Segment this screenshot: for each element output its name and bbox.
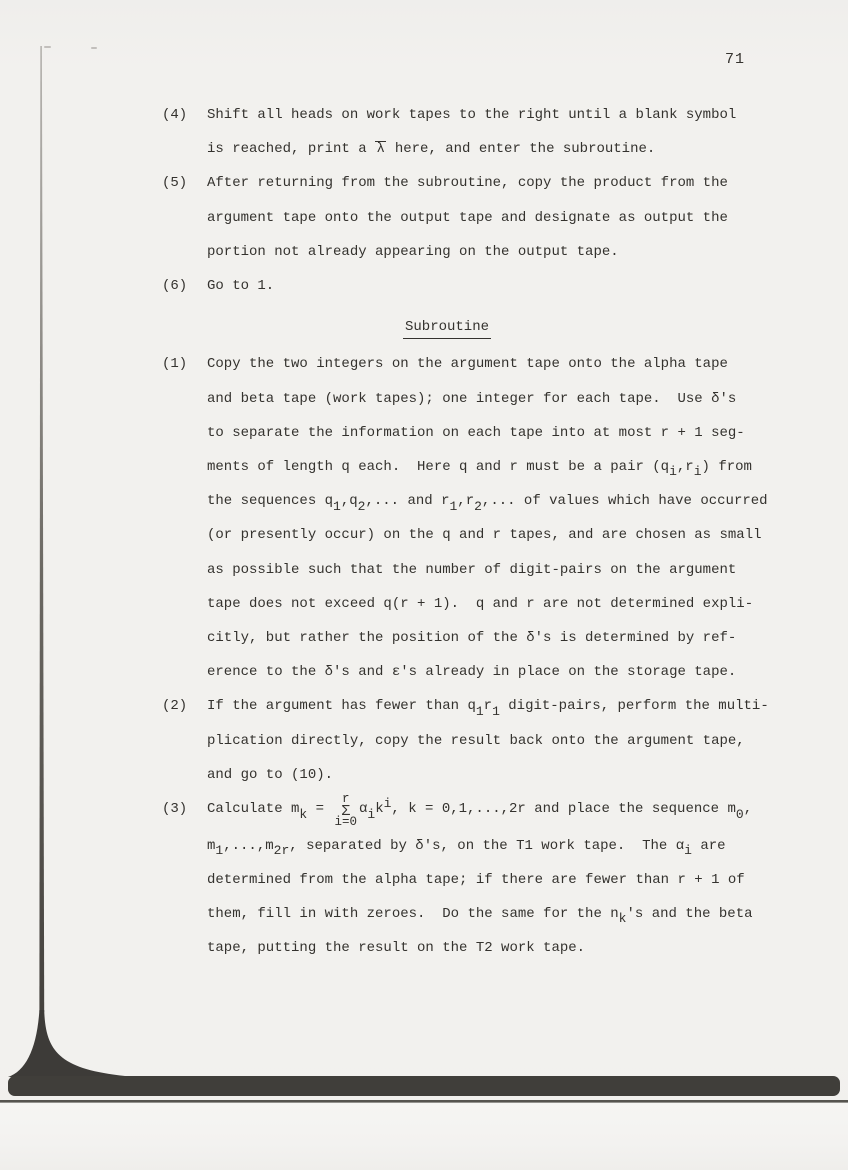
list-item [162,347,792,689]
section-heading [132,310,762,344]
subscript: i [684,843,692,859]
text-run: ,r [457,493,475,510]
text-line [207,201,792,235]
item-number: (3) [162,801,188,818]
list-item [162,689,792,792]
text-run: erence to the δ's and ε's already in place on the storage tape. [207,664,737,681]
scan-speck [91,47,97,49]
superscript: i [383,795,392,811]
scan-speck [44,46,51,48]
text-line [207,863,792,897]
subscript: 2r [273,843,290,859]
text-run: ,... and r [365,493,450,510]
sum-top-limit: r [341,792,350,807]
text-run: tape, putting the result on the T2 work tape. [207,940,586,957]
text-line [207,897,792,931]
subscript: 1 [475,703,484,719]
text-run: , separated by δ's, on the T1 work tape. The α [289,837,685,854]
text-line [207,689,792,723]
text-line [207,621,792,655]
text-run: ) from [701,459,752,476]
text-run: m [207,837,216,854]
text-run: Calculate m [207,801,300,818]
text-line [207,829,792,863]
subscript: i [693,464,702,480]
text-line [207,450,792,484]
text-run: them, fill in with zeroes. Do the same for the n [207,905,619,922]
gutter-funnel [8,1010,125,1077]
text-block [162,98,792,965]
list-item [162,792,792,965]
text-line [207,235,792,269]
text-run: here, and enter the subroutine. [386,141,656,158]
subscript: k [299,806,308,822]
text-line [207,382,792,416]
text-run: to separate the information on each tape into at most r + 1 seg- [207,424,745,441]
subscript: 1 [215,843,224,859]
text-line [207,347,792,381]
text-run: are [691,837,726,854]
subscript: 2 [357,498,366,514]
subscript: 1 [333,498,341,514]
text-run: determined from the alpha tape; if there are fewer than r + 1 of [207,871,745,888]
text-line [207,518,792,552]
numbered-list-subroutine [162,347,792,965]
text-run: and go to (10). [207,766,334,783]
text-run: k [375,801,384,818]
text-run: (or presently occur) on the q and r tapes, and are chosen as small [207,527,762,544]
text-run: Copy the two integers on the argument tape onto the alpha tape [207,356,728,373]
list-item [162,98,792,166]
text-run: portion not already appearing on the output tape. [207,243,619,260]
text-run: Go to 1. [207,278,275,295]
text-run: = [307,801,333,818]
bottom-edge-band [8,1076,840,1096]
subscript: i [367,806,376,822]
text-run: 's and the beta [626,905,753,922]
text-run: plication directly, copy the result back onto the argument tape, [207,732,745,749]
item-number: (5) [162,175,188,192]
subscript: i [669,464,677,480]
summation-notation [334,794,357,829]
text-run: ,r [676,459,694,476]
sigma-symbol: Σ [341,802,351,820]
text-run: the sequences q [207,493,334,510]
text-run: and beta tape (work tapes); one integer for each tape. Use δ's [207,390,737,407]
subscript: 1 [492,703,500,719]
text-run: ,q [340,493,358,510]
text-line [207,484,792,518]
gutter-shadow-line [39,46,44,1012]
overbar-symbol: λ [376,141,385,158]
text-run: digit-pairs, perform the multi- [499,698,769,715]
text-line [207,587,792,621]
text-line [207,132,792,166]
text-line [207,655,792,689]
text-line [207,931,792,965]
text-run: ,...,m [223,837,274,854]
text-run: ,... of values which have occurred [481,493,768,510]
item-number: (2) [162,698,188,715]
subscript: 0 [735,806,744,822]
text-line [207,758,792,792]
item-number: (1) [162,356,188,373]
text-run: is reached, print a [207,141,376,158]
text-run: tape does not exceed q(r + 1). q and r are not determined expli- [207,595,754,612]
list-item [162,166,792,269]
text-line [207,166,792,200]
text-line [207,98,792,132]
text-run: , [743,801,753,818]
sum-bot-limit: i=0 [334,815,357,830]
text-line [207,553,792,587]
text-run: r [483,698,493,715]
list-item [162,269,792,303]
numbered-list-main [162,98,792,303]
text-run: After returning from the subroutine, copy the product from the [207,175,728,192]
text-line [207,792,792,829]
section-heading-label: Subroutine [403,319,491,339]
text-line [207,416,792,450]
text-run: α [358,801,368,818]
subscript: k [618,911,627,927]
item-number: (4) [162,107,188,123]
item-number: (6) [162,278,188,295]
text-run: argument tape onto the output tape and designate as output the [207,209,728,226]
text-line [207,269,792,303]
page-number: 71 [725,51,746,68]
text-run: Shift all heads on work tapes to the right until a blank symbol [207,107,737,123]
subscript: 2 [474,498,482,514]
below-page-area [0,1103,848,1170]
subscript: 1 [449,498,458,514]
text-run: as possible such that the number of digit-pairs on the argument [207,561,737,578]
text-run: ments of length q each. Here q and r must be a pair (q [207,459,670,476]
text-run: , k = 0,1,...,2r and place the sequence m [391,801,736,818]
text-run: citly, but rather the position of the δ's is determined by ref- [207,630,737,647]
text-line [207,724,792,758]
text-run: If the argument has fewer than q [207,698,476,715]
